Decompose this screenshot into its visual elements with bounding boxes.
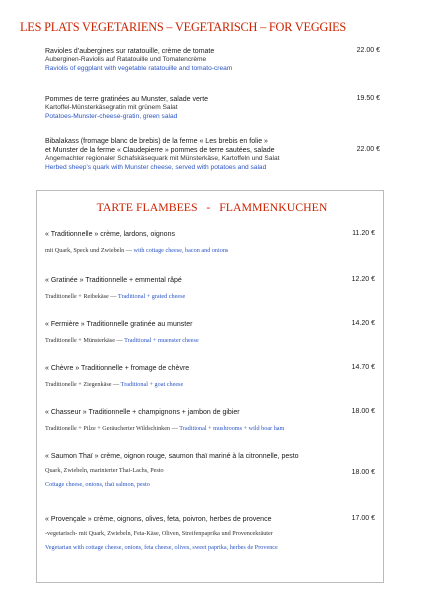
- dish-description-german: Angemachter regionaler Schafskäsequark mit Münsterkäse, Kartoffeln und Salat: [45, 155, 280, 163]
- tarte-chevre: [45, 364, 375, 390]
- tarte-description: [45, 425, 375, 434]
- tarte-price: 11.20 €: [352, 230, 375, 237]
- dish-name-line-1: Bibalakass (fromage blanc de brebis) de la ferme « Les brebis en folie »: [45, 138, 268, 145]
- tarte-name: « Gratinée » Traditionnelle + emmental râpé: [45, 277, 182, 284]
- tarte-price: 18.00 €: [351, 408, 375, 415]
- dish-price: 19.50 €: [356, 95, 380, 102]
- dish-price: 22.00 €: [356, 47, 380, 54]
- tarte-description-english: Traditional + muenster cheese: [124, 337, 199, 344]
- tarte-description: [45, 247, 375, 256]
- dish-description-german: Kartoffel-Münsterkäsegratin mit grünem Salat: [45, 104, 178, 112]
- separator-dash: —: [111, 381, 121, 388]
- tarte-description-english: Traditional + mushrooms + wild boar ham: [179, 425, 285, 432]
- tarte-description-english: Traditional + grated cheese: [117, 293, 186, 300]
- tarte-provencale: [45, 515, 375, 552]
- dish-name-line-2: et Munster de la ferme « Claudepierre » pommes de terre sautées, salade: [45, 147, 275, 155]
- tarte-description-german: -vegetarisch- mit Quark, Zwiebeln, Feta-Käse, Oliven, Streifenpaprika und Provencekräuter: [45, 530, 273, 537]
- separator-dash: —: [108, 293, 118, 300]
- separator-dash: —: [114, 337, 125, 344]
- tarte-gratinee: [45, 276, 375, 302]
- tarte-name: « Fermière » Traditionnelle gratinée au munster: [45, 321, 193, 328]
- vegetarian-section-title: LES PLATS VEGETARIENS – VEGETARISCH – FOR VEGGIES: [20, 20, 347, 34]
- tarte-description-english: Traditional + goat cheese: [120, 381, 184, 388]
- dish-description-english: Raviolis of eggplant with vegetable ratatouille and tomato-cream: [45, 64, 233, 72]
- tarte-description-german: mit Quark, Speck und Zwiebeln: [45, 247, 125, 254]
- tarte-description-german: Traditionelle + Reibekäse: [45, 293, 109, 300]
- dish-name: Pommes de terre gratinées au Munster, salade verte: [45, 96, 209, 103]
- tarte-description-english: Cottage cheese, onions, thaï salmon, pesto: [45, 480, 150, 488]
- dish-name: Ravioles d’aubergines sur ratatouille, crème de tomate: [45, 48, 215, 55]
- tarte-description: [45, 293, 375, 302]
- tarte-name: « Traditionnelle » crème, lardons, oignons: [45, 231, 175, 238]
- tarte-price: 14.20 €: [351, 320, 375, 327]
- tarte-saumon-thai: [45, 452, 375, 489]
- tarte-description-german: Traditionelle + Münsterkäse: [45, 337, 115, 344]
- tarte-name: « Chèvre » Traditionnelle + fromage de chèvre: [45, 365, 190, 372]
- separator-dash: —: [124, 247, 134, 254]
- tarte-name: « Provençale » crème, oignons, olives, feta, poivron, herbes de provence: [45, 516, 272, 523]
- tarte-description: [45, 337, 375, 346]
- tarte-description-german: Traditionelle + Pilze + Geräucherter Wildschinken: [45, 425, 171, 432]
- tarte-chasseur: [45, 408, 375, 434]
- tarte-price: 12.20 €: [351, 276, 375, 283]
- tarte-flambee-section-title: TARTE FLAMBEES - FLAMMENKUCHEN: [96, 200, 328, 214]
- vegetarian-dish-ravioles: [45, 47, 380, 73]
- dish-description-english: Herbed sheep’s quark with Munster cheese, served with potatoes and salad: [45, 164, 267, 171]
- separator-dash: —: [170, 425, 180, 432]
- tarte-description-english: Vegetarian with cottage cheese, onions, feta cheese, olives, sweet paprika, herbes de Provence: [45, 543, 278, 551]
- vegetarian-dish-bibalakass: [45, 137, 380, 173]
- tarte-price: 18.00 €: [351, 469, 375, 476]
- tarte-name: « Saumon Thaï » crème, oignon rouge, saumon thaï mariné à la citronnelle, pesto: [45, 453, 299, 460]
- tarte-description: [45, 381, 375, 390]
- tarte-traditionnelle: [45, 230, 375, 256]
- tarte-fermiere: [45, 320, 375, 346]
- tarte-price: 17.00 €: [351, 515, 375, 522]
- tarte-description-german: Quark, Zwiebeln, marinierter Thai-Lachs, Pesto: [45, 467, 164, 474]
- dish-description-english: Potatoes-Munster-cheese-gratin, green salad: [45, 112, 178, 120]
- dish-price: 22.00 €: [356, 146, 380, 153]
- dish-description-german: Auberginen-Raviolis auf Ratatouille und Tomatencrème: [45, 56, 207, 64]
- vegetarian-dish-pommes-gratinees: [45, 95, 380, 121]
- tarte-name: « Chasseur » Traditionnelle + champignons + jambon de gibier: [45, 409, 240, 416]
- tarte-price: 14.70 €: [351, 364, 375, 371]
- tarte-description-german: Traditionelle + Ziegenkäse: [45, 381, 112, 388]
- tarte-description-english: with cottage cheese, bacon and onions: [133, 247, 229, 254]
